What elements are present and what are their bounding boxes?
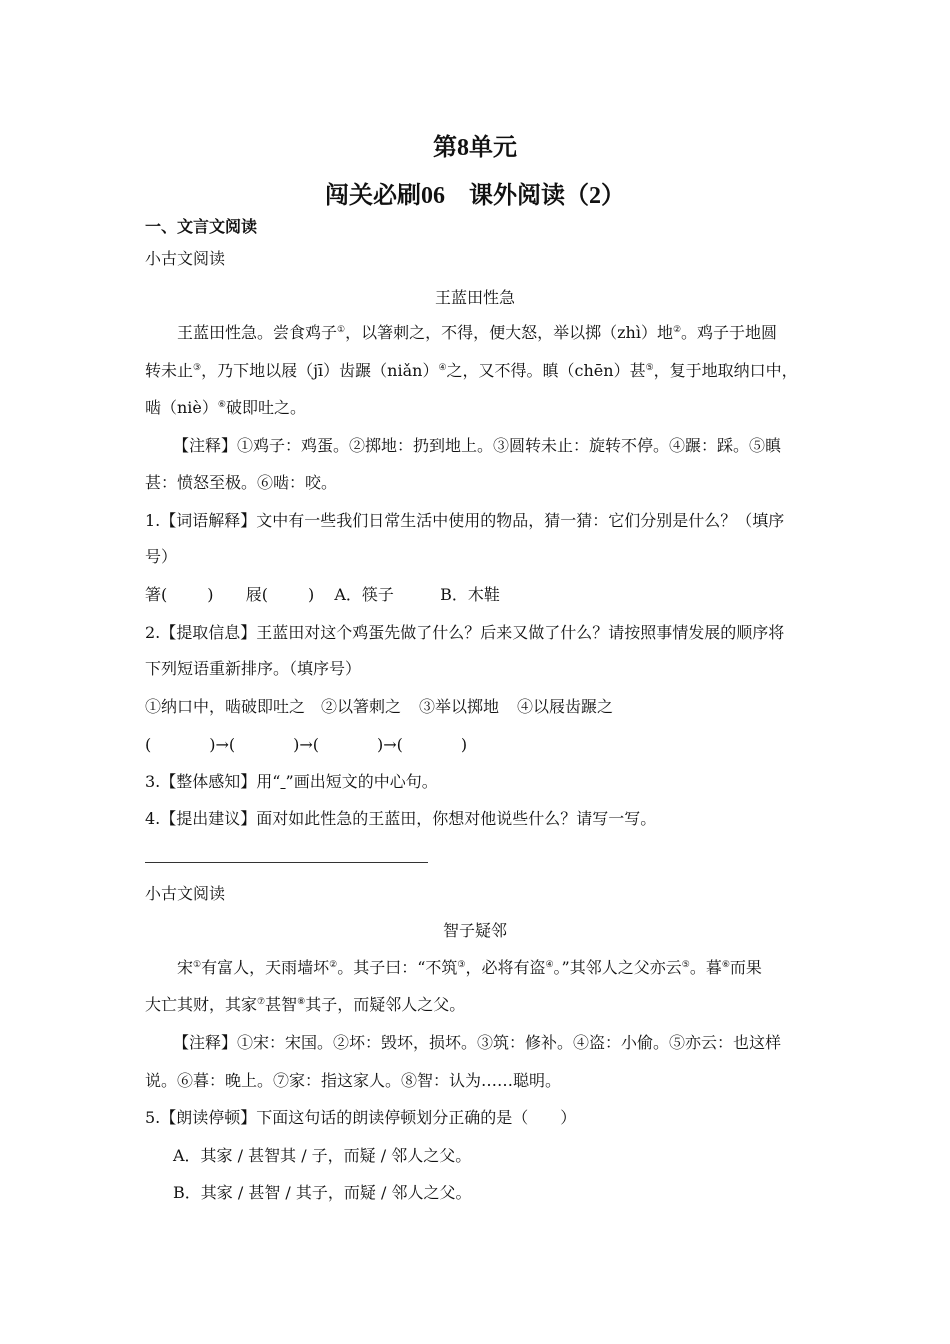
question-2-line1: 2.【提取信息】王蓝田对这个鸡蛋先做了什么？后来又做了什么？请按照事情发展的顺序将 bbox=[145, 623, 785, 642]
passage1-text-line2: 转未止③，乃下地以屐（jī）齿蹍（niǎn）④之，又不得。瞋（chēn）甚⑤，复于地取纳口中， bbox=[145, 361, 798, 380]
passage2-text-line1: 宋①有富人，天雨墙坏②。其子曰：“不筑③，必将有盗④。”其邻人之父亦云⑤。暮⑥而果 bbox=[177, 958, 762, 977]
question-2-items: ①纳口中，啮破即吐之 ②以箸刺之 ③举以掷地 ④以屐齿蹍之 bbox=[145, 697, 614, 716]
passage1-title: 王蓝田性急 bbox=[434, 288, 515, 307]
question-5-option-a[interactable]: A．其家 / 甚智其 / 子，而疑 / 邻人之父。 bbox=[173, 1146, 472, 1165]
unit-title: 第8单元 bbox=[433, 135, 517, 161]
question-3: 3.【整体感知】用“ ”画出短文的中心句。 bbox=[145, 772, 438, 791]
question-1-options: 箸( ) 屐( ) A．筷子 B．木鞋 bbox=[145, 585, 500, 604]
question-5-option-b[interactable]: B．其家 / 甚智 / 其子，而疑 / 邻人之父。 bbox=[173, 1183, 472, 1202]
passage1-label: 小古文阅读 bbox=[145, 249, 226, 268]
passage2-text-line2: 大亡其财，其家⑦甚智⑧其子，而疑邻人之父。 bbox=[145, 995, 466, 1014]
passage2-label: 小古文阅读 bbox=[145, 884, 226, 903]
question-1-line1: 1.【词语解释】文中有一些我们日常生活中使用的物品，猜一猜：它们分别是什么？（填序 bbox=[145, 511, 785, 530]
passage1-notes-line1: 【注释】①鸡子：鸡蛋。②掷地：扔到地上。③圆转未止：旋转不停。④蹍：踩。⑤瞋 bbox=[173, 436, 782, 455]
answer-line[interactable] bbox=[145, 862, 428, 863]
question-5: 5.【朗读停顿】下面这句话的朗读停顿划分正确的是（ ） bbox=[145, 1108, 577, 1127]
passage1-notes-line2: 甚：愤怒至极。⑥啮：咬。 bbox=[145, 473, 338, 492]
section-heading: 一、文言文阅读 bbox=[145, 217, 258, 236]
question-1-line2: 号） bbox=[145, 547, 178, 566]
page-title: 闯关必刷06 课外阅读（2） bbox=[325, 183, 625, 209]
passage2-notes-line1: 【注释】①宋：宋国。②坏：毁坏，损坏。③筑：修补。④盗：小偷。⑤亦云：也这样 bbox=[173, 1033, 782, 1052]
passage1-text-line1: 王蓝田性急。尝食鸡子①，以箸刺之，不得，便大怒，举以掷（zhì）地②。鸡子于地圆 bbox=[177, 323, 778, 342]
question-2-blanks: ( )→( )→( )→( ) bbox=[145, 735, 468, 754]
passage2-title: 智子疑邻 bbox=[442, 921, 507, 940]
passage2-notes-line2: 说。⑥暮：晚上。⑦家：指这家人。⑧智：认为……聪明。 bbox=[145, 1071, 562, 1090]
passage1-text-line3: 啮（niè）⑥破即吐之。 bbox=[145, 398, 306, 417]
question-2-line2: 下列短语重新排序。（填序号） bbox=[145, 659, 362, 678]
question-4: 4.【提出建议】面对如此性急的王蓝田，你想对他说些什么？请写一写。 bbox=[145, 809, 657, 828]
